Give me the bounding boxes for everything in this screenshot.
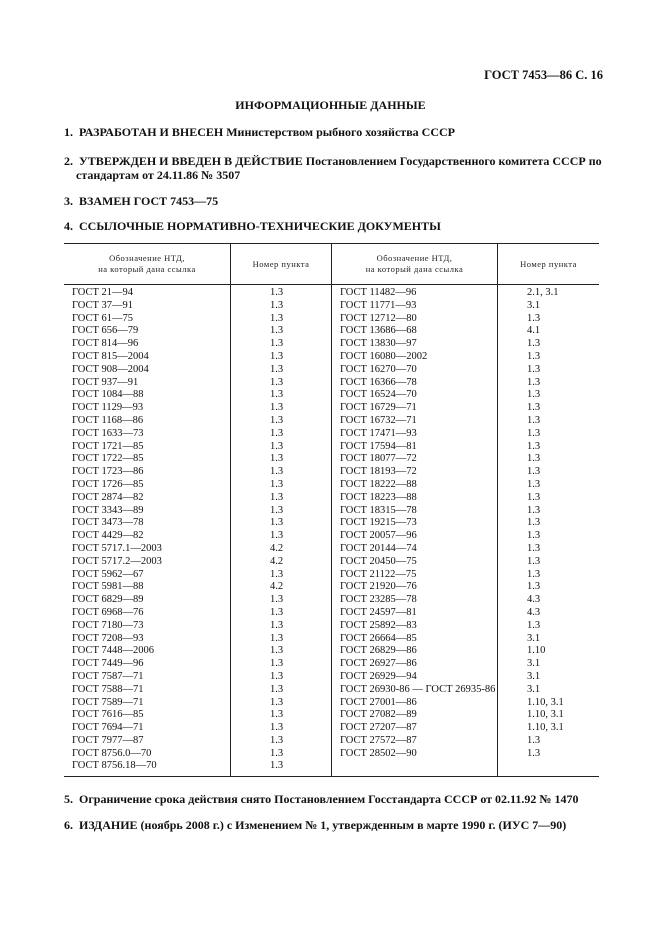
table-cell-item: 1.3 (270, 312, 284, 324)
table-cell-item: 1.3 (270, 747, 284, 759)
header-designation-right (332, 244, 497, 284)
table-cell-item: 1.3 (270, 530, 284, 542)
table-cell-designation: ГОСТ 25892—83 (340, 619, 417, 631)
table-cell-designation: ГОСТ 26929—94 (340, 670, 417, 682)
table-cell-designation: ГОСТ 27572—87 (340, 734, 417, 746)
table-cell-item: 3.1 (527, 658, 541, 670)
table-cell-item: 1.3 (270, 453, 284, 465)
table-cell-designation: ГОСТ 1084—88 (72, 389, 144, 401)
table-cell-designation: ГОСТ 7694—71 (72, 722, 144, 734)
item-number: 3. (64, 194, 73, 208)
table-cell-item: 1.3 (527, 581, 541, 593)
table-cell-item: 1.3 (527, 619, 541, 631)
item-text: Постановлением Государственного комитета СССР по (305, 154, 602, 168)
table-cell-designation: ГОСТ 24597—81 (340, 606, 417, 618)
item-text: ССЫЛОЧНЫЕ НОРМАТИВНО-ТЕХНИЧЕСКИЕ ДОКУМЕНТЫ (79, 219, 441, 233)
table-cell-designation: ГОСТ 12712—80 (340, 312, 417, 324)
table-cell-designation: ГОСТ 1723—86 (72, 466, 144, 478)
table-cell-item: 4.3 (527, 606, 541, 618)
table-cell-item: 1.3 (527, 530, 541, 542)
table-cell-designation: ГОСТ 16729—71 (340, 402, 417, 414)
table-cell-item: 1.3 (270, 389, 284, 401)
table-cell-designation: ГОСТ 6829—89 (72, 594, 144, 606)
info-item-3 (64, 194, 604, 208)
header-line: Номер пункта (252, 258, 310, 269)
table-cell-designation: ГОСТ 7616—85 (72, 709, 144, 721)
table-cell-designation: ГОСТ 19215—73 (340, 517, 417, 529)
table-cell-item: 1.3 (527, 440, 541, 452)
table-cell-designation: ГОСТ 23285—78 (340, 594, 417, 606)
table-cell-designation: ГОСТ 21122—75 (340, 568, 417, 580)
header-line: на который дана ссылка (98, 264, 196, 274)
table-cell-designation: ГОСТ 16270—70 (340, 363, 417, 375)
table-cell-designation: ГОСТ 814—96 (72, 338, 139, 350)
table-cell-designation: ГОСТ 18223—88 (340, 491, 417, 503)
table-cell-designation: ГОСТ 6968—76 (72, 606, 144, 618)
table-cell-item: 4.2 (270, 581, 284, 593)
table-cell-item: 1.3 (270, 363, 284, 375)
header-designation-left (64, 244, 230, 284)
table-cell-designation: ГОСТ 26829—86 (340, 645, 417, 657)
table-cell-designation: ГОСТ 11771—93 (340, 299, 417, 311)
table-cell-item: 3.1 (527, 632, 541, 644)
table-cell-item: 1.3 (270, 338, 284, 350)
table-cell-item: 1.3 (270, 466, 284, 478)
right-item-column (527, 287, 564, 760)
table-cell-designation: ГОСТ 20450—75 (340, 555, 417, 567)
table-cell-item: 1.3 (270, 606, 284, 618)
section-title: ИНФОРМАЦИОННЫЕ ДАННЫЕ (235, 98, 426, 112)
table-cell-designation: ГОСТ 7448—2006 (72, 645, 155, 657)
header-divider (64, 284, 599, 285)
column-divider (331, 244, 332, 776)
item-number: 5. (64, 792, 73, 806)
table-cell-item: 1.3 (527, 555, 541, 567)
table-cell-designation: ГОСТ 20144—74 (340, 542, 417, 554)
table-cell-item: 1.3 (527, 466, 541, 478)
table-cell-designation: ГОСТ 8756.0—70 (72, 747, 152, 759)
info-item-2 (64, 154, 604, 182)
table-cell-item: 1.3 (527, 542, 541, 554)
item-number: 2. (64, 154, 73, 168)
table-cell-item: 4.1 (527, 325, 541, 337)
info-item-1 (64, 125, 604, 139)
table-cell-item: 1.3 (270, 350, 284, 362)
item-number: 1. (64, 125, 73, 139)
table-cell-item: 1.3 (270, 517, 284, 529)
table-cell-designation: ГОСТ 18193—72 (340, 466, 417, 478)
table-cell-item: 1.3 (270, 414, 284, 426)
table-cell-item: 1.3 (270, 440, 284, 452)
table-cell-designation: ГОСТ 7589—71 (72, 696, 144, 708)
item-number: 6. (64, 818, 73, 832)
table-cell-item: 1.3 (527, 376, 541, 388)
header-item-left (231, 244, 331, 284)
table-cell-item: 1.3 (270, 632, 284, 644)
table-cell-designation: ГОСТ 27001—86 (340, 696, 417, 708)
table-cell-item: 1.3 (527, 389, 541, 401)
table-cell-item: 3.1 (527, 299, 541, 311)
table-cell-designation: ГОСТ 26930-86 — ГОСТ 26935-86 (340, 683, 496, 695)
info-item-5 (64, 792, 604, 806)
table-cell-item: 1.3 (270, 594, 284, 606)
table-cell-item: 1.10 (527, 645, 546, 657)
table-cell-item: 1.3 (270, 670, 284, 682)
table-cell-designation: ГОСТ 7588—71 (72, 683, 144, 695)
item-text: Ограничение срока действия снято Постановлением Госстандарта СССР от 02.11.92 № 1470 (79, 792, 579, 806)
table-cell-item: 1.3 (527, 504, 541, 516)
table-cell-item: 4.2 (270, 555, 284, 567)
table-cell-item: 1.3 (270, 568, 284, 580)
table-cell-designation: ГОСТ 908—2004 (72, 363, 149, 375)
column-divider (230, 244, 231, 776)
table-cell-designation: ГОСТ 3343—89 (72, 504, 144, 516)
table-cell-designation: ГОСТ 16732—71 (340, 414, 417, 426)
table-cell-item: 1.3 (270, 427, 284, 439)
header-item-right (498, 244, 599, 284)
table-cell-designation: ГОСТ 26664—85 (340, 632, 417, 644)
table-cell-item: 1.3 (527, 568, 541, 580)
info-item-4 (64, 219, 604, 233)
item-text: ИЗДАНИЕ (ноябрь 2008 г.) с Изменением № 1, утвержденным в марте 1990 г. (ИУС 7—90) (79, 818, 567, 832)
table-cell-item: 2.1, 3.1 (527, 287, 559, 298)
table-cell-designation: ГОСТ 8756.18—70 (72, 760, 157, 772)
table-cell-item: 1.3 (527, 363, 541, 375)
table-cell-item: 1.3 (270, 696, 284, 708)
table-cell-item: 1.3 (270, 734, 284, 746)
table-cell-designation: ГОСТ 1721—85 (72, 440, 144, 452)
page-header: ГОСТ 7453—86 С. 16 (484, 68, 603, 82)
table-cell-designation: ГОСТ 937—91 (72, 376, 139, 388)
table-cell-designation: ГОСТ 16080—2002 (340, 350, 428, 362)
table-cell-designation: ГОСТ 20057—96 (340, 530, 417, 542)
table-cell-designation: ГОСТ 5717.2—2003 (72, 555, 162, 567)
item-text: ВЗАМЕН ГОСТ 7453—75 (79, 194, 219, 208)
header-line: Обозначение НТД, (109, 253, 185, 263)
item-lead: РАЗРАБОТАН И ВНЕСЕН (79, 125, 224, 139)
table-cell-item: 1.3 (270, 709, 284, 721)
table-cell-designation: ГОСТ 656—79 (72, 325, 139, 337)
left-item-column (270, 287, 283, 773)
table-cell-designation: ГОСТ 1129—93 (72, 402, 144, 414)
table-cell-item: 1.3 (527, 734, 541, 746)
table-cell-designation: ГОСТ 16524—70 (340, 389, 417, 401)
table-cell-item: 1.10, 3.1 (527, 696, 564, 708)
reference-documents-table (64, 243, 599, 777)
table-cell-item: 1.3 (270, 760, 284, 772)
table-cell-item: 1.3 (270, 287, 284, 298)
table-cell-item: 1.3 (270, 325, 284, 337)
table-cell-designation: ГОСТ 26927—86 (340, 658, 417, 670)
table-cell-designation: ГОСТ 27207—87 (340, 722, 417, 734)
table-cell-designation: ГОСТ 17471—93 (340, 427, 417, 439)
table-cell-designation: ГОСТ 5717.1—2003 (72, 542, 162, 554)
header-line: Обозначение НТД, (376, 253, 453, 263)
item-lead: УТВЕРЖДЕН И ВВЕДЕН В ДЕЙСТВИЕ (79, 154, 303, 168)
table-cell-designation: ГОСТ 1722—85 (72, 453, 144, 465)
table-cell-designation: ГОСТ 18315—78 (340, 504, 417, 516)
header-line: на который дана ссылка (365, 264, 464, 274)
table-cell-designation: ГОСТ 18222—88 (340, 478, 417, 490)
table-cell-designation: ГОСТ 815—2004 (72, 350, 149, 362)
table-cell-designation: ГОСТ 7449—96 (72, 658, 144, 670)
table-cell-designation: ГОСТ 16366—78 (340, 376, 417, 388)
table-cell-item: 1.3 (527, 350, 541, 362)
table-cell-item: 3.1 (527, 670, 541, 682)
left-designation-column (72, 287, 162, 773)
table-cell-item: 1.3 (270, 491, 284, 503)
table-cell-item: 1.3 (270, 299, 284, 311)
table-cell-item: 1.3 (527, 517, 541, 529)
table-cell-item: 1.3 (527, 312, 541, 324)
info-item-6 (64, 818, 604, 832)
table-cell-item: 1.3 (527, 453, 541, 465)
table-cell-item: 1.3 (270, 504, 284, 516)
table-cell-designation: ГОСТ 5962—67 (72, 568, 144, 580)
table-cell-item: 4.3 (527, 594, 541, 606)
table-cell-item: 1.10, 3.1 (527, 722, 564, 734)
table-cell-item: 1.3 (270, 478, 284, 490)
table-cell-item: 1.3 (527, 427, 541, 439)
table-cell-designation: ГОСТ 61—75 (72, 312, 134, 324)
table-cell-item: 1.10, 3.1 (527, 709, 564, 721)
table-cell-designation: ГОСТ 37—91 (72, 299, 134, 311)
table-cell-item: 1.3 (527, 402, 541, 414)
table-cell-item: 1.3 (270, 402, 284, 414)
table-cell-item: 1.3 (527, 491, 541, 503)
table-cell-item: 1.3 (270, 645, 284, 657)
table-cell-designation: ГОСТ 5981—88 (72, 581, 144, 593)
table-cell-item: 1.3 (527, 747, 541, 759)
table-cell-item: 1.3 (270, 722, 284, 734)
table-cell-designation: ГОСТ 21—94 (72, 287, 134, 298)
item-continuation: стандартам от 24.11.86 № 3507 (76, 168, 241, 182)
table-cell-designation: ГОСТ 7977—87 (72, 734, 144, 746)
table-cell-designation: ГОСТ 4429—82 (72, 530, 144, 542)
table-cell-designation: ГОСТ 7180—73 (72, 619, 144, 631)
table-cell-item: 1.3 (270, 658, 284, 670)
table-cell-designation: ГОСТ 2874—82 (72, 491, 144, 503)
table-cell-designation: ГОСТ 27082—89 (340, 709, 417, 721)
column-divider (497, 244, 498, 776)
table-cell-designation: ГОСТ 28502—90 (340, 747, 417, 759)
table-cell-designation: ГОСТ 17594—81 (340, 440, 417, 452)
table-cell-designation: ГОСТ 1726—85 (72, 478, 144, 490)
item-number: 4. (64, 219, 73, 233)
right-designation-column (340, 287, 495, 760)
table-cell-item: 1.3 (527, 414, 541, 426)
table-cell-designation: ГОСТ 7587—71 (72, 670, 144, 682)
table-cell-designation: ГОСТ 13830—97 (340, 338, 417, 350)
table-cell-item: 1.3 (270, 619, 284, 631)
table-cell-item: 4.2 (270, 542, 284, 554)
table-cell-item: 1.3 (270, 683, 284, 695)
table-cell-designation: ГОСТ 11482—96 (340, 287, 417, 298)
table-cell-item: 3.1 (527, 683, 541, 695)
table-cell-designation: ГОСТ 3473—78 (72, 517, 144, 529)
table-cell-designation: ГОСТ 13686—68 (340, 325, 417, 337)
table-cell-designation: ГОСТ 18077—72 (340, 453, 417, 465)
header-line: Номер пункта (520, 258, 577, 269)
table-cell-designation: ГОСТ 1633—73 (72, 427, 144, 439)
table-cell-item: 1.3 (527, 478, 541, 490)
table-cell-designation: ГОСТ 7208—93 (72, 632, 144, 644)
table-cell-item: 1.3 (527, 338, 541, 350)
item-text: Министерством рыбного хозяйства СССР (226, 125, 455, 139)
table-cell-item: 1.3 (270, 376, 284, 388)
table-cell-designation: ГОСТ 1168—86 (72, 414, 144, 426)
table-cell-designation: ГОСТ 21920—76 (340, 581, 417, 593)
